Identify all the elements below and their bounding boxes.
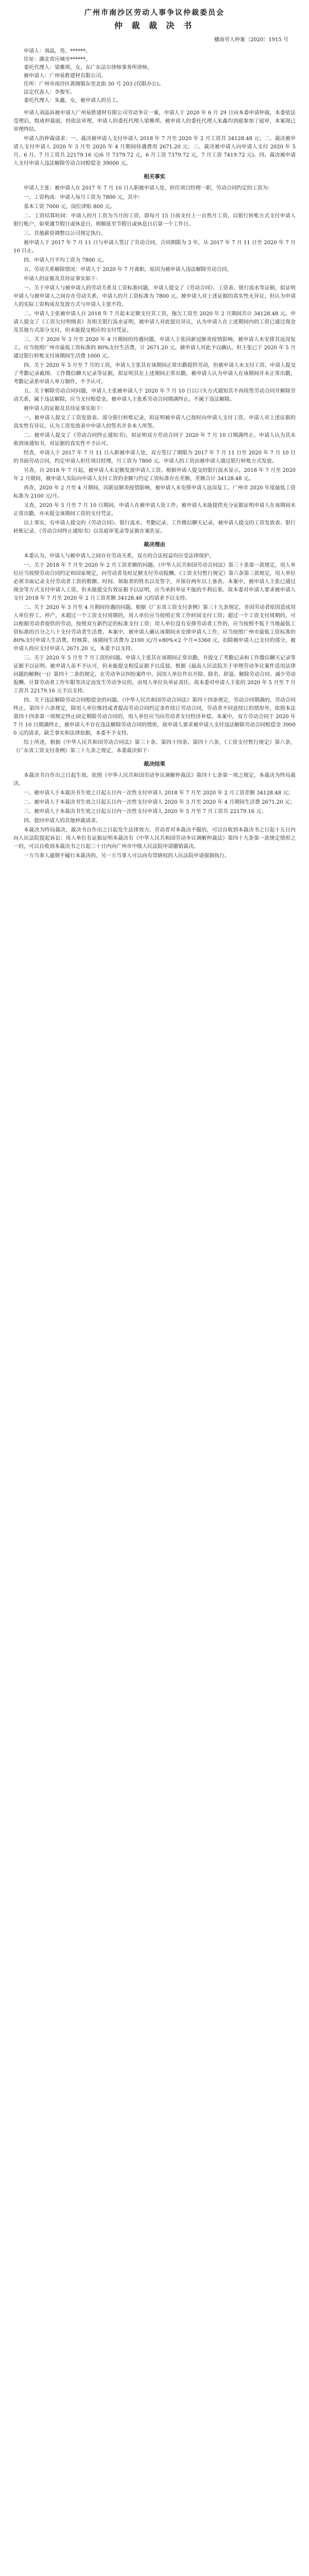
facts-paragraph: 五、劳动关系解除情况：申请人于 2020 年 7 月离职，原因为被申请人违法解除劳动合同。 — [24, 267, 232, 273]
facts-paragraph: 再查，2020 年 2 月至 4 月期间，因新冠肺炎疫情影响，被申请人未安排申请人返岗复工。广州市 2020 年度最低工资标准为 2100 元/月。 — [13, 485, 296, 499]
ruling-paragraph: 四、驳回申请人的其他仲裁请求。 — [24, 818, 101, 824]
facts-heading: 相关事实 — [144, 174, 165, 180]
party-line: 住址：湖北省应城市******。 — [24, 57, 91, 62]
facts-paragraph: 另查，自 2018 年 7 月起，被申请人未足额发放申请人工资。根据申请人提交的银行流水显示，2018 年 7 月至 2020 年 2 月期间，被申请人实际向申请人支付工资的金额与约定工资标准存在差额，差额合计 34128.48 元。 — [13, 468, 296, 482]
issuing-org-title: 广州市南沙区劳动人事争议仲裁委员会 — [84, 9, 225, 17]
document-type-title: 仲 裁 裁 决 书 — [114, 21, 195, 30]
facts-paragraph: 被申请人于 2017 年 7 月 11 日与申请人签订了劳动合同，合同期限为 3 年，从 2017 年 7 月 11 日至 2020 年 7 月 10 日止。 — [13, 240, 296, 254]
ruling-paragraph: 本裁决书自作出之日起生效。依照《中华人民共和国劳动争议调解仲裁法》第四十七条第一项之规定，本裁决为终局裁决。 — [13, 773, 296, 787]
facts-paragraph: 二、被申请人提交了《劳动合同终止通知书》，拟证明双方劳动合同于 2020 年 7 月 10 日期满终止。申请人认为其未收到该通知书，对证据的真实性不予认可。 — [13, 433, 296, 447]
ruling-paragraph: 三、被申请人于本裁决书生效之日起五日内一次性支付申请人 2020 年 5 月至 7 月工资共 22179.16 元； — [24, 809, 267, 815]
claims-paragraph: 申请人的仲裁请求：一、裁决被申请人支付申请人 2018 年 7 月至 2020 年 2 月工资共 34128.48 元；二、裁决被申请人支付申请人 2020 年 3 月至 2020 年 4 月期间待遇费用 2671.20 元；三、裁决被申请人向申请人支付 2020 年 5 月、6 月、7 月工资共 22179.16 元(6 月 7379.72 元，6 月工资 7379.72 元，7 月工资 7419.72 元)。四、裁决被申请人支付申请人违法解除劳动合同赔偿金 39000 元。 — [13, 136, 296, 166]
case-number: 穗南劳人仲案〔2020〕1915 号 — [214, 37, 288, 43]
facts-paragraph: 又查，2020 年 5 月至 7 月 10 日期间，申请人在被申请人处工作。被申请人未能提供充分证据证明申请人在该期间未正常出勤，亦未提交该期间工资的支付凭证。 — [13, 503, 296, 517]
reasoning-paragraph: 一、关于 2018 年 7 月至 2020 年 2 月工资差额的问题。《中华人民共和国劳动合同法》第三十条第一款规定，用人单位应当按照劳动合同约定和国家规定，向劳动者及时足额支付劳动报酬。《工资支付暂行规定》第六条第三款规定，用人单位必须书面记录支付劳动者工资的数额、时间、领取者的姓名以及签字，并保存两年以上备查。本案中，被申请人主张已通过现金等方式支付申请人工资，但未能提交有效证据予以证明，应当承担举证不能的不利后果。故本委对申请人要求被申请人支付 2018 年 7 月至 2020 年 2 月工资差额 34128.48 元的请求予以支持。 — [13, 563, 296, 601]
facts-paragraph: 经查，申请人于 2017 年 7 月 11 日入职被申请人处，双方签订了期限为 2017 年 7 月 11 日至 2020 年 7 月 10 日的书面劳动合同，约定申请人担任项目经理，月工资为 7800 元。申请人的工资由被申请人通过银行转账方式发放。 — [13, 450, 296, 464]
claims-section — [13, 135, 296, 168]
reasoning-section — [13, 552, 296, 755]
facts-paragraph: 申请人主张：被申请人在 2017 年 7 月 10 日入职被申请人处，担任项目经理一职，劳动合同约定的工资为： — [24, 185, 273, 191]
reasoning-heading: 裁决理由 — [144, 541, 165, 548]
intro-paragraph: 申请人刘晶诉被申请人广州易胜建材有限公司劳动争议一案，申请人于 2020 年 6 月 29 日向本委申请仲裁，本委依法受理后，组成仲裁庭，经依法审理，申请人的委托代理人梁雅琪、被申请人的委托代理人朱鑫均到庭参加了庭审，本案现已审理终结。 — [13, 110, 296, 132]
ruling-heading: 裁决结果 — [144, 761, 165, 767]
reasoning-paragraph: 四、关于违法解除劳动合同赔偿金的问题。《中华人民共和国劳动合同法》第四十四条规定，劳动合同期满的，劳动合同终止。第四十六条规定，除用人单位维持或者提高劳动合同约定条件续订劳动合同，劳动者不同意续订的情形外，依照本法第四十四条第一项规定终止固定期限劳动合同的，用人单位应当向劳动者支付经济补偿。本案中，双方劳动合同于 2020 年 7 月 10 日期满终止，被申请人不存在违法解除劳动合同的情形，故申请人要求被申请人支付违法解除劳动合同赔偿金 39000 元的请求，缺乏事实和法律依据，本委不予支持。 — [13, 698, 296, 736]
ruling-paragraph: 本裁决为终局裁决，裁决书自作出之日起发生法律效力。劳动者对本裁决不服的，可以自收到本裁决书之日起十五日内向人民法院提起诉讼；用人单位有证据证明本裁决有《中华人民共和国劳动争议调解仲裁法》第四十九条第一款规定情形之一的，可以自收到本裁决书之日起三十日内向广州市中级人民法院申请撤销裁决。 — [13, 827, 296, 850]
facts-paragraph: 三、其他薪资调整以公司规定执行。 — [24, 231, 106, 236]
party-line: 被申请人：广州易胜建材有限公司。 — [24, 73, 106, 79]
facts-paragraph: 三、关于 2020 年 3 月至 2020 年 4 月期间的待遇问题，申请人主张因新冠肺炎疫情影响，被申请人未安排其返岗复工，应当按照广州市最低工资标准的 80%支付生活费，计 2671.20 元。被申请人对此予以确认，但主张已于 2020 年 5 月通过银行转账支付该期间生活费 1000 元。 — [13, 337, 296, 359]
facts-paragraph: 一、被申请人提交了工资发放表、部分银行转账记录，拟证明被申请人已按时向申请人支付工资。申请人对上述证据的真实性有异议，认为工资发放表中申请人的签名并非本人所签。 — [13, 415, 296, 429]
facts-paragraph: 二、工资结算时间：申请人的月工资为当月的工资，即每月 15 日前支付上一自然月工资，以银行转账方式支付申请人银行账户，如果遇节假日或休息日，则顺延至节假日或休息日后第一个工作日。 — [13, 213, 296, 227]
reasoning-paragraph: 本委认为，申请人与被申请人之间存在劳动关系，双方的合法权益均应受法律保护。 — [24, 553, 214, 559]
party-line: 申请人：刘晶，男，******。 — [24, 48, 91, 54]
facts-paragraph: 一、关于申请人与被申请人的劳动关系及工资标准问题，申请人提交了《劳动合同》、工资表、银行流水等证据，拟证明申请人与被申请人之间存在劳动关系，申请人的月工资标准为 7800 元。被申请人对上述证据的真实性无异议，但认为申请人的实际工资构成及发放方式与申请人主张不符。 — [13, 285, 296, 308]
facts-paragraph: 四、申请人月平均工资为 7800 元。 — [24, 258, 107, 263]
party-line: 委托代理人：朱鑫，女，被申请人的员工。 — [24, 98, 122, 104]
intro-section — [13, 109, 296, 134]
facts-paragraph: 一、工资构成：申请人每月工资为 7800 元，其中： — [24, 195, 143, 200]
facts-paragraph: 以上事实，有申请人提交的《劳动合同》、银行流水、考勤记录、工作微信聊天记录，被申请人提交的工资发放表、银行转账记录、《劳动合同终止通知书》以及庭审笔录等证据在案佐证。 — [13, 520, 296, 534]
reasoning-paragraph: 综上所述，根据《中华人民共和国劳动合同法》第三十条、第四十四条、第四十六条，《工资支付暂行规定》第六条，《广东省工资支付条例》第三十九条之规定，本委裁决如下： — [13, 740, 296, 754]
ruling-paragraph: 一、被申请人于本裁决书生效之日起五日内一次性支付申请人 2018 年 7 月至 2020 年 2 月工资差额 34128.48 元； — [24, 790, 294, 796]
party-line: 法定代表人：李俊军。 — [24, 90, 75, 95]
facts-section — [13, 184, 296, 536]
facts-paragraph: 五、关于解除劳动合同问题，申请人主张被申请人于 2020 年 7 月 10 日以口头方式通知其不再续签劳动合同并解除劳动关系，属于违法解除，应当支付赔偿金。被申请人主张系劳动合同期满终止，不属于违法解除。 — [13, 388, 296, 402]
facts-paragraph: 四、关于 2020 年 5 月至 7 月的工资，申请人主张其在该期间正常出勤提供劳动，但被申请人未支付工资。申请人提交了考勤记录截图、工作微信聊天记录等证据，拟证明其在上述期间正常出勤。被申请人认为申请人在该期间并未正常出勤，考勤记录系申请人单方制作，不予认可。 — [13, 363, 296, 385]
facts-paragraph: 被申请人的证据及其待证事实如下： — [24, 406, 106, 412]
ruling-paragraph: 二、被申请人于本裁决书生效之日起五日内一次性支付申请人 2020 年 3 月至 2020 年 4 月期间生活费 2671.20 元； — [24, 800, 295, 805]
parties-section — [13, 47, 296, 105]
reasoning-paragraph: 二、关于 2020 年 3 月至 4 月期间待遇的问题。根据《广东省工资支付条例》第三十九条规定，非因劳动者原因造成用人单位停工、停产，未超过一个工资支付周期的，用人单位应当按照正常工作时间支付工资；超过一个工资支付周期的，可以根据劳动者提供的劳动，按照双方新约定的标准支付工资；用人单位没有安排劳动者工作的，应当按照不低于当地最低工资标准的百分之八十支付劳动者生活费。本案中，被申请人确认该期间未安排申请人工作，应当按照广州市最低工资标准的 80%支付申请人生活费。经核算，该期间生活费为 2100 元/月×80%×2 个月=3360 元，扣除被申请人已支付的部分，被申请人尚应支付申请人 2671.20 元，本委予以支持。 — [13, 605, 296, 652]
ruling-section — [13, 772, 296, 860]
reasoning-paragraph: 三、关于 2020 年 5 月至 7 月工资的问题。申请人主张其在该期间正常出勤，并提交了考勤记录和工作微信聊天记录等证据予以证明。被申请人虽不予认可，但未能提交相反证据予以反驳。根据《最高人民法院关于审理劳动争议案件适用法律问题的解释(一)》第四十二条的规定，在劳动争议纠纷案件中，因用人单位作出开除、除名、辞退、解除劳动合同、减少劳动报酬、计算劳动者工作年限等决定而发生劳动争议的，由用人单位负举证责任。故本委对申请人主张的 2020 年 5 月至 7 月工资共 22179.16 元予以支持。 — [13, 655, 296, 694]
party-line: 住所：广州市南沙区黄阁镇东里北街 30 号 203 (仅限办公)。 — [24, 81, 164, 87]
facts-paragraph: 二、申请人主张被申请人自 2018 年 7 月起未足额支付其工资，拖欠工资至 2020 年 2 月期间共计 34128.48 元。申请人提交了《工资欠付明细表》及相关银行流水证明，被申请人对此提出异议，认为申请人在上述期间内的工资已通过现金及其他方式部分支付，但未能提交相应的支付凭证。 — [13, 311, 296, 333]
party-line: 委托代理人：梁雅琪，女，东广东法尔律师事务所律师。 — [24, 65, 152, 71]
ruling-paragraph: 一方当事人逾期不履行本裁决的，另一方当事人可以向有管辖权的人民法院申请强制执行。 — [24, 853, 230, 859]
facts-paragraph: 基本工资 7000 元，岗位津贴 800 元。 — [24, 204, 115, 210]
facts-paragraph: 申请人的证据及其待证事实如下： — [24, 276, 101, 282]
